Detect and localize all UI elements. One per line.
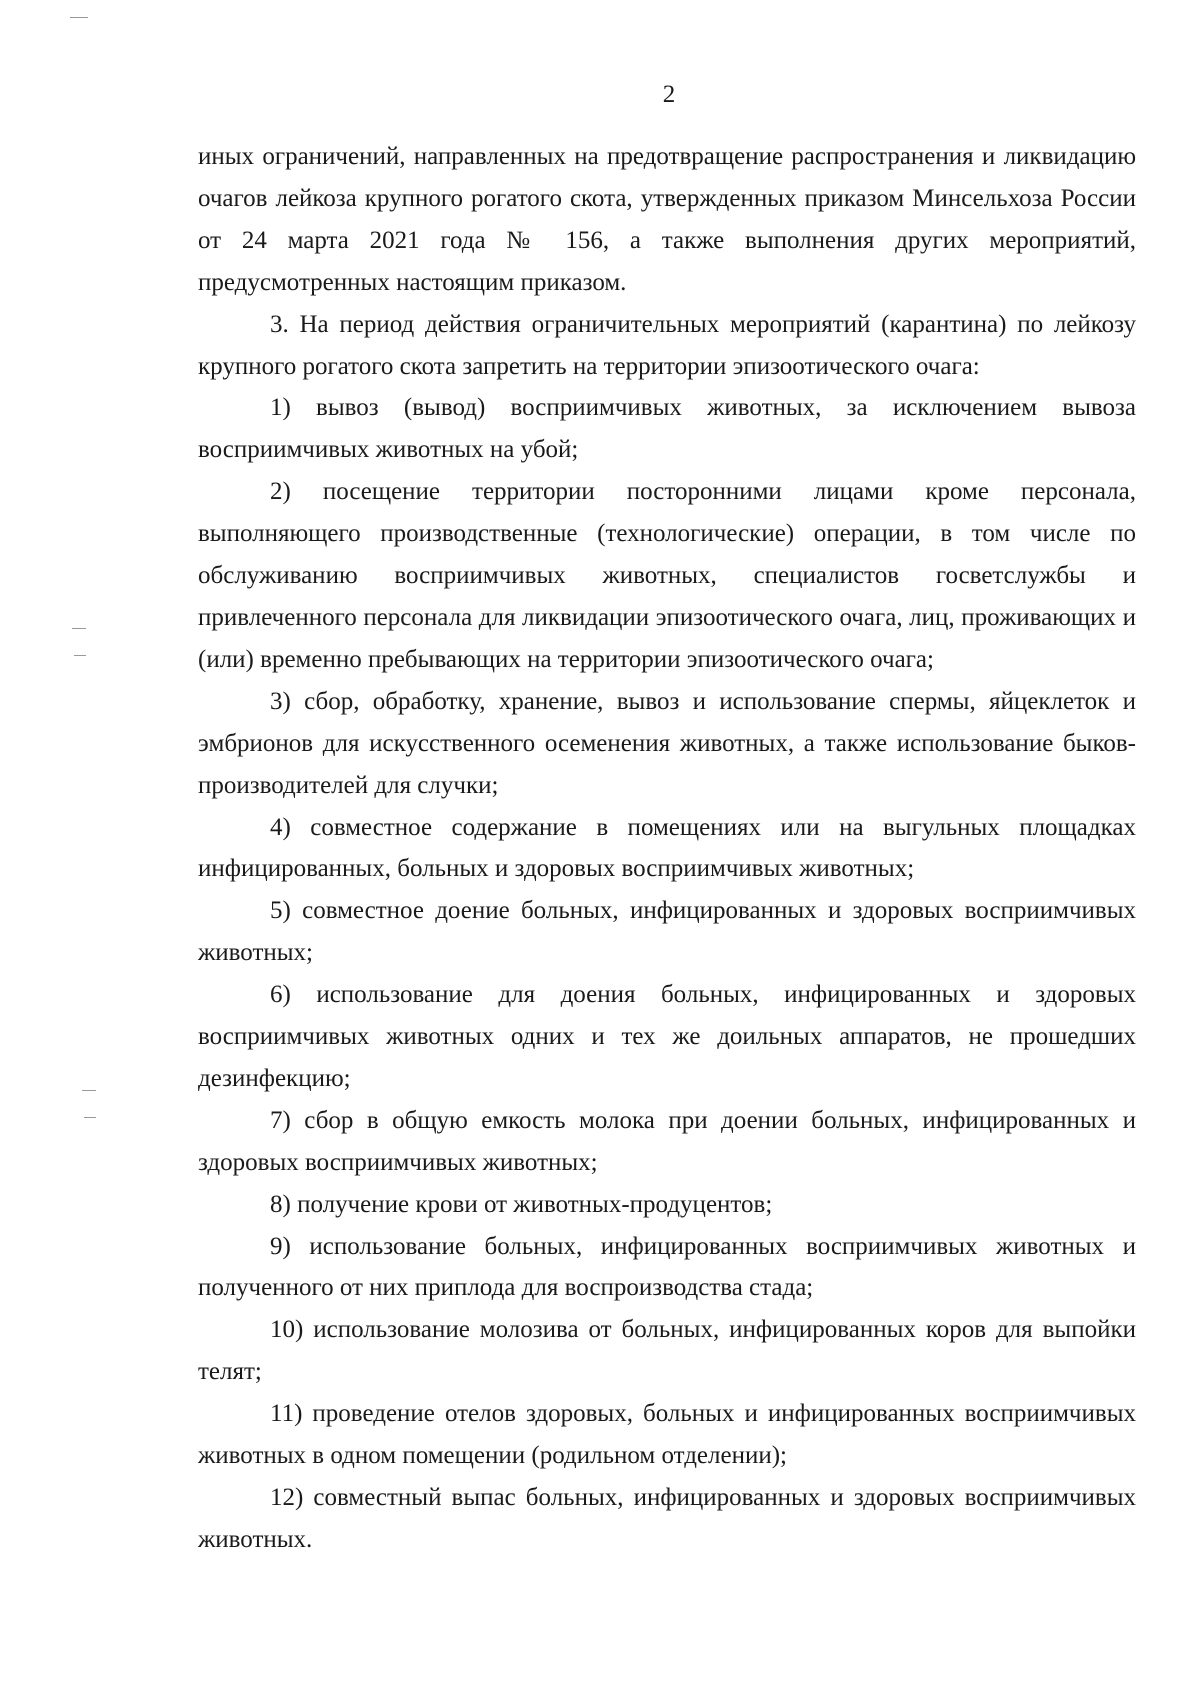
scan-artifact	[70, 17, 88, 18]
scan-artifact	[82, 1090, 96, 1091]
list-item: 5) совместное доение больных, инфицированных и здоровых восприимчивых животных;	[198, 897, 1136, 967]
list-item: 10) использование молозива от больных, инфицированных коров для выпойки телят;	[198, 1316, 1136, 1386]
page-number: 2	[662, 81, 676, 108]
scan-artifact	[72, 628, 86, 629]
scan-artifact	[84, 1117, 96, 1118]
list-item: 12) совместный выпас больных, инфицированных и здоровых восприимчивых животных.	[198, 1484, 1136, 1553]
list-item: 2) посещение территории посторонними лицами кроме персонала, выполняющего производственные (технологические) операции, в том числе по обслуживанию восприимчивых животных, специалистов госветслужбы и привлеченного персонала для ликвидации эпизоотического очага, лиц, проживающих и (или) временно пребывающих на территории эпизоотического очага;	[198, 478, 1136, 673]
list-item: 8) получение крови от животных-продуцентов;	[270, 1190, 773, 1218]
list-item: 4) совместное содержание в помещениях или на выгульных площадках инфицированных, больных и здоровых восприимчивых животных;	[198, 813, 1136, 883]
list-item: 7) сбор в общую емкость молока при доении больных, инфицированных и здоровых восприимчивых животных;	[198, 1106, 1136, 1176]
list-item: 6) использование для доения больных, инфицированных и здоровых восприимчивых животных одних и тех же доильных аппаратов, не прошедших дезинфекцию;	[198, 981, 1136, 1092]
paragraph-continuation: иных ограничений, направленных на предотвращение распространения и ликвидацию очагов лейкоза крупного рогатого скота, утвержденных приказом Минсельхоза России от 24 марта 2021 года № 156, а также выполнения других мероприятий, предусмотренных настоящим приказом.	[198, 143, 1136, 296]
document-body	[198, 136, 1136, 1561]
scan-artifact	[74, 655, 86, 656]
list-item: 9) использование больных, инфицированных восприимчивых животных и полученного от них приплода для воспроизводства стада;	[198, 1232, 1136, 1302]
paragraph-item-3: 3. На период действия ограничительных мероприятий (карантина) по лейкозу крупного рогатого скота запретить на территории эпизоотического очага:	[198, 310, 1136, 380]
list-item: 3) сбор, обработку, хранение, вывоз и использование спермы, яйцеклеток и эмбрионов для искусственного осеменения животных, а также использование быков-производителей для случки;	[198, 687, 1136, 799]
list-item: 1) вывоз (вывод) восприимчивых животных, за исключением вывоза восприимчивых животных на убой;	[198, 394, 1136, 464]
list-item: 11) проведение отелов здоровых, больных и инфицированных восприимчивых животных в одном помещении (родильном отделении);	[198, 1400, 1136, 1470]
